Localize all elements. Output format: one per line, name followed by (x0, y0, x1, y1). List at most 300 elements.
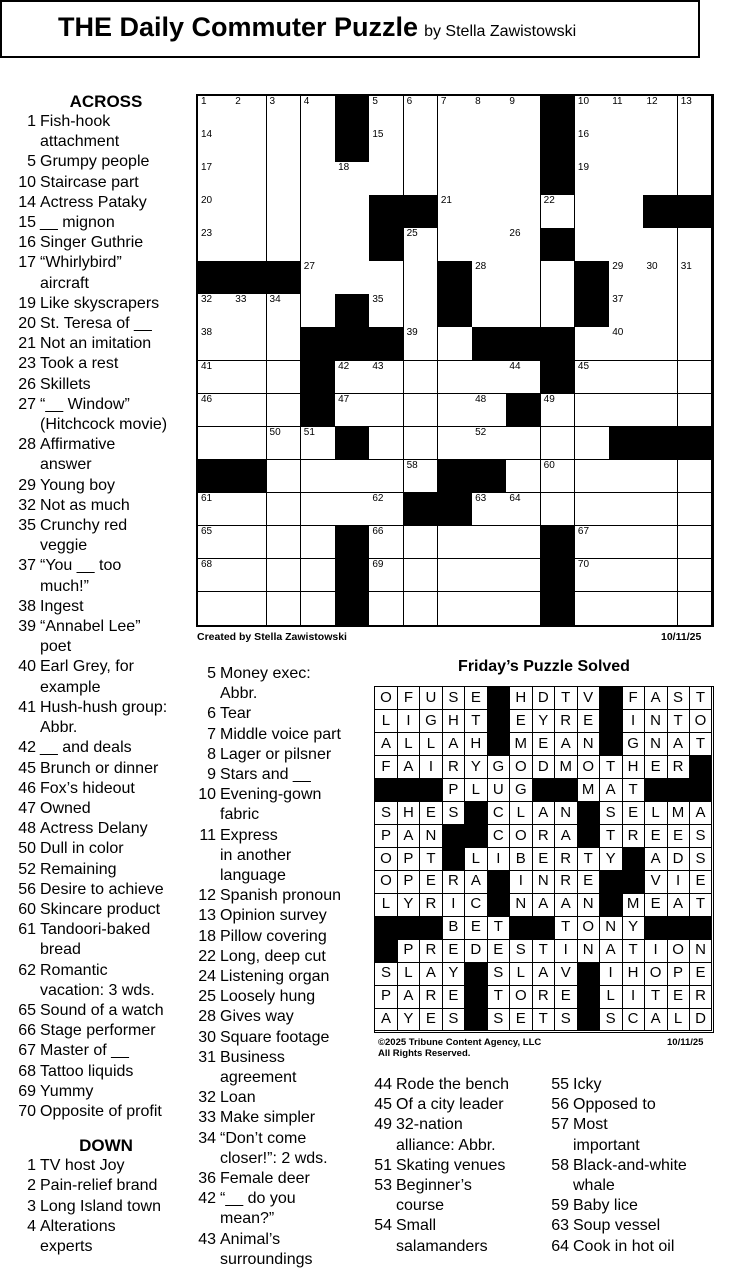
grid-cell[interactable] (472, 162, 507, 196)
grid-cell[interactable] (438, 361, 473, 395)
across-column (16, 92, 196, 1257)
grid-cell[interactable] (301, 195, 336, 229)
grid-cell[interactable] (678, 493, 713, 527)
clue-number: 21 (18, 335, 36, 353)
clue-item (16, 961, 196, 1001)
clue-text: Most (573, 1116, 608, 1134)
grid-cell[interactable] (506, 129, 541, 163)
solution-letter: T (487, 985, 510, 1008)
clue-item (372, 1115, 550, 1155)
grid-cell[interactable] (301, 526, 336, 560)
clue-text: TV host Joy (40, 1157, 125, 1175)
grid-cell[interactable] (541, 195, 576, 229)
black-square (335, 96, 370, 130)
grid-cell[interactable] (472, 427, 507, 461)
cell-number: 32 (201, 294, 213, 306)
black-square (198, 261, 233, 295)
grid-cell[interactable] (301, 228, 336, 262)
grid-cell[interactable] (609, 394, 644, 428)
solution-letter: H (442, 710, 465, 733)
grid-cell[interactable] (609, 261, 644, 295)
grid-cell[interactable] (506, 261, 541, 295)
clue-text: __ mignon (40, 214, 115, 232)
grid-cell[interactable] (643, 162, 678, 196)
grid-cell[interactable] (643, 261, 678, 295)
solution-black-square (420, 916, 443, 939)
grid-cell[interactable] (404, 526, 439, 560)
grid-cell[interactable] (232, 493, 267, 527)
grid-cell[interactable] (643, 228, 678, 262)
grid-cell[interactable] (472, 261, 507, 295)
clue-number: 12 (198, 887, 216, 905)
grid-cell[interactable] (198, 294, 233, 328)
grid-cell[interactable] (301, 162, 336, 196)
grid-cell[interactable] (678, 361, 713, 395)
clue-item (16, 759, 196, 779)
grid-cell[interactable] (267, 195, 302, 229)
grid-cell[interactable] (609, 96, 644, 130)
grid-cell[interactable] (267, 427, 302, 461)
grid-cell[interactable] (198, 526, 233, 560)
grid-cell[interactable] (301, 96, 336, 130)
grid-cell[interactable] (198, 162, 233, 196)
cell-number: 18 (338, 162, 350, 174)
grid-cell[interactable] (438, 394, 473, 428)
grid-cell[interactable] (609, 493, 644, 527)
grid-cell[interactable] (678, 228, 713, 262)
grid-cell[interactable] (575, 493, 610, 527)
cell-number: 70 (577, 558, 590, 570)
clue-number: 64 (551, 1237, 569, 1255)
grid-cell[interactable] (609, 228, 644, 262)
grid-cell[interactable] (335, 228, 370, 262)
grid-cell[interactable] (335, 361, 370, 395)
grid-cell[interactable] (506, 526, 541, 560)
grid-cell[interactable] (198, 96, 233, 130)
clue-item (16, 395, 196, 435)
black-square (335, 559, 370, 593)
grid-cell[interactable] (369, 162, 404, 196)
grid-cell[interactable] (643, 327, 678, 361)
solution-letter: L (397, 733, 420, 756)
clue-number: 57 (551, 1116, 569, 1134)
grid-cell[interactable] (369, 592, 404, 626)
clue-text: Tattoo liquids (40, 1062, 134, 1080)
solution-letter: R (555, 870, 578, 893)
grid-cell[interactable] (369, 361, 404, 395)
grid-cell[interactable] (438, 129, 473, 163)
grid-cell[interactable] (404, 294, 439, 328)
grid-cell[interactable] (472, 559, 507, 593)
grid-cell[interactable] (609, 559, 644, 593)
grid-cell[interactable] (678, 162, 713, 196)
clue-item (16, 253, 196, 293)
grid-cell[interactable] (438, 327, 473, 361)
grid-cell[interactable] (301, 460, 336, 494)
grid-cell[interactable] (404, 327, 439, 361)
clue-text: Like skyscrapers (40, 294, 160, 312)
grid-cell[interactable] (472, 592, 507, 626)
grid-cell[interactable] (198, 394, 233, 428)
grid-cell[interactable] (472, 129, 507, 163)
solution-letter: S (375, 962, 398, 985)
clue-item (372, 1095, 550, 1115)
solution-letter: N (555, 802, 578, 825)
grid-cell[interactable] (575, 460, 610, 494)
grid-cell[interactable] (301, 129, 336, 163)
grid-cell[interactable] (404, 228, 439, 262)
grid-cell[interactable] (232, 162, 267, 196)
grid-cell[interactable] (506, 96, 541, 130)
grid-cell[interactable] (575, 394, 610, 428)
grid-cell[interactable] (438, 592, 473, 626)
solution-letter: R (532, 985, 555, 1008)
grid-cell[interactable] (575, 427, 610, 461)
grid-cell[interactable] (678, 460, 713, 494)
grid-cell[interactable] (541, 493, 576, 527)
cell-number: 56 (201, 459, 213, 471)
grid-cell[interactable] (438, 96, 473, 130)
grid-cell[interactable] (232, 592, 267, 626)
grid-cell[interactable] (335, 460, 370, 494)
grid-cell[interactable] (267, 559, 302, 593)
grid-cell[interactable] (335, 261, 370, 295)
clue-text: Not as much (40, 496, 130, 514)
solution-black-square (577, 802, 600, 825)
grid-cell[interactable] (609, 294, 644, 328)
grid-cell[interactable] (472, 228, 507, 262)
clue-item (196, 704, 371, 724)
grid-cell[interactable] (198, 559, 233, 593)
grid-cell[interactable] (198, 195, 233, 229)
grid-cell[interactable] (609, 361, 644, 395)
grid-cell[interactable] (301, 559, 336, 593)
clue-number: 7 (207, 725, 216, 743)
grid-cell[interactable] (472, 195, 507, 229)
grid-cell[interactable] (438, 559, 473, 593)
solution-letter: R (420, 939, 443, 962)
solution-black-square (487, 710, 510, 733)
clue-text: __ and deals (40, 739, 132, 757)
solution-letter: P (397, 848, 420, 871)
grid-cell[interactable] (369, 261, 404, 295)
solution-letter: E (577, 870, 600, 893)
grid-cell[interactable] (541, 427, 576, 461)
grid-cell[interactable] (404, 361, 439, 395)
grid-cell[interactable] (267, 96, 302, 130)
grid-cell[interactable] (506, 361, 541, 395)
grid-cell[interactable] (678, 327, 713, 361)
grid-cell[interactable] (369, 526, 404, 560)
grid-cell[interactable] (472, 361, 507, 395)
grid-cell[interactable] (643, 294, 678, 328)
cell-number: 22 (543, 195, 555, 207)
grid-cell[interactable] (335, 162, 370, 196)
clue-item (16, 698, 196, 738)
black-square (678, 195, 713, 229)
clue-number: 9 (207, 766, 216, 784)
grid-cell[interactable] (404, 592, 439, 626)
grid-cell[interactable] (609, 129, 644, 163)
grid-cell[interactable] (472, 394, 507, 428)
grid-cell[interactable] (198, 493, 233, 527)
grid-cell[interactable] (198, 427, 233, 461)
solution-black-square (690, 779, 713, 802)
clue-text: Fox’s hideout (40, 779, 135, 797)
grid-cell[interactable] (438, 162, 473, 196)
grid-cell[interactable] (267, 228, 302, 262)
grid-cell[interactable] (301, 493, 336, 527)
grid-cell[interactable] (267, 592, 302, 626)
grid-cell[interactable] (472, 493, 507, 527)
grid-cell[interactable] (678, 394, 713, 428)
clue-item (372, 1156, 550, 1176)
grid-cell[interactable] (404, 559, 439, 593)
grid-cell[interactable] (541, 460, 576, 494)
grid-cell[interactable] (301, 427, 336, 461)
grid-cell[interactable] (609, 460, 644, 494)
grid-cell[interactable] (232, 129, 267, 163)
grid-cell[interactable] (232, 96, 267, 130)
solution-letter: N (645, 710, 668, 733)
grid-cell[interactable] (541, 261, 576, 295)
grid-cell[interactable] (678, 592, 713, 626)
grid-cell[interactable] (678, 526, 713, 560)
clue-text: experts (40, 1237, 93, 1255)
grid-cell[interactable] (335, 493, 370, 527)
grid-cell[interactable] (267, 294, 302, 328)
grid-cell[interactable] (267, 361, 302, 395)
grid-cell[interactable] (404, 96, 439, 130)
solution-letter: T (532, 939, 555, 962)
grid-cell[interactable] (232, 427, 267, 461)
grid-cell[interactable] (438, 427, 473, 461)
solution-letter: I (397, 710, 420, 733)
grid-cell[interactable] (267, 162, 302, 196)
grid-cell[interactable] (678, 96, 713, 130)
grid-cell[interactable] (643, 129, 678, 163)
clue-number: 50 (18, 840, 36, 858)
grid-cell[interactable] (506, 162, 541, 196)
grid-cell[interactable] (369, 394, 404, 428)
grid-cell[interactable] (541, 394, 576, 428)
grid-cell[interactable] (575, 195, 610, 229)
solution-letter: T (555, 687, 578, 710)
grid-cell[interactable] (575, 592, 610, 626)
grid-cell[interactable] (198, 592, 233, 626)
cell-number: 35 (372, 294, 384, 306)
clue-text: Actress Pataky (40, 193, 147, 211)
grid-cell[interactable] (404, 394, 439, 428)
cell-number: 15 (372, 129, 384, 141)
grid-cell[interactable] (404, 427, 439, 461)
grid-cell[interactable] (438, 526, 473, 560)
clue-item (16, 920, 196, 960)
solution-letter: H (465, 733, 488, 756)
solution-letter: O (667, 939, 690, 962)
grid-cell[interactable] (506, 427, 541, 461)
clue-item (196, 967, 371, 987)
grid-cell[interactable] (301, 592, 336, 626)
grid-cell[interactable] (267, 526, 302, 560)
grid-cell[interactable] (506, 559, 541, 593)
grid-cell[interactable] (369, 493, 404, 527)
solution-letter: E (690, 962, 713, 985)
clue-item (196, 1028, 371, 1048)
grid-cell[interactable] (506, 195, 541, 229)
clue-number: 14 (18, 193, 36, 211)
grid-cell[interactable] (678, 261, 713, 295)
grid-cell[interactable] (472, 294, 507, 328)
grid-cell[interactable] (678, 559, 713, 593)
grid-cell[interactable] (506, 493, 541, 527)
grid-cell[interactable] (232, 294, 267, 328)
grid-cell[interactable] (369, 96, 404, 130)
solution-letter: S (487, 1008, 510, 1031)
grid-cell[interactable] (609, 327, 644, 361)
grid-cell[interactable] (472, 96, 507, 130)
clue-text: Tear (220, 705, 252, 723)
grid-cell[interactable] (404, 460, 439, 494)
grid-cell[interactable] (301, 294, 336, 328)
grid-cell[interactable] (335, 394, 370, 428)
clue-number: 22 (198, 947, 216, 965)
clue-number: 30 (198, 1028, 216, 1046)
cell-number: 66 (372, 525, 384, 537)
grid-cell[interactable] (369, 427, 404, 461)
solution-letter: P (397, 939, 420, 962)
solution-black-square (622, 870, 645, 893)
grid-cell[interactable] (232, 195, 267, 229)
solution-letter: L (667, 1008, 690, 1031)
grid-cell[interactable] (506, 592, 541, 626)
clue-number: 55 (551, 1076, 569, 1093)
grid-cell[interactable] (506, 228, 541, 262)
grid-cell[interactable] (369, 559, 404, 593)
grid-cell[interactable] (438, 195, 473, 229)
grid-cell[interactable] (472, 526, 507, 560)
grid-cell[interactable] (267, 460, 302, 494)
grid-cell[interactable] (404, 162, 439, 196)
grid-cell[interactable] (232, 361, 267, 395)
solution-letter: B (510, 848, 533, 871)
solution-letter: E (645, 756, 668, 779)
grid-cell[interactable] (335, 195, 370, 229)
solution-letter: C (465, 893, 488, 916)
grid-cell[interactable] (643, 361, 678, 395)
solution-letter: E (645, 825, 668, 848)
grid-cell[interactable] (506, 460, 541, 494)
grid-cell[interactable] (609, 526, 644, 560)
grid-cell[interactable] (267, 493, 302, 527)
crossword-grid (196, 94, 714, 627)
grid-cell[interactable] (232, 559, 267, 593)
black-square (541, 96, 576, 130)
grid-cell[interactable] (575, 96, 610, 130)
grid-cell[interactable] (575, 526, 610, 560)
solution-grid (374, 686, 714, 1033)
grid-cell[interactable] (301, 261, 336, 295)
solution-letter: M (667, 802, 690, 825)
black-square (541, 559, 576, 593)
grid-cell[interactable] (575, 162, 610, 196)
cell-number: 11 (612, 96, 623, 107)
grid-cell[interactable] (609, 195, 644, 229)
grid-cell[interactable] (404, 261, 439, 295)
clue-text: 32-nation (396, 1116, 463, 1134)
grid-cell[interactable] (369, 460, 404, 494)
solution-black-square (667, 779, 690, 802)
grid-cell[interactable] (267, 129, 302, 163)
clue-item (16, 375, 196, 395)
grid-cell[interactable] (369, 294, 404, 328)
grid-cell[interactable] (575, 129, 610, 163)
clue-text: St. Teresa of __ (40, 315, 152, 333)
grid-cell[interactable] (267, 394, 302, 428)
grid-cell[interactable] (643, 592, 678, 626)
grid-cell[interactable] (404, 129, 439, 163)
rights-text: All Rights Reserved. (378, 1048, 471, 1059)
clue-item (549, 1216, 729, 1236)
grid-cell[interactable] (575, 228, 610, 262)
clue-item (16, 1082, 196, 1102)
grid-cell[interactable] (678, 294, 713, 328)
grid-cell[interactable] (438, 228, 473, 262)
cell-number: 53 (612, 426, 624, 438)
grid-cell[interactable] (643, 460, 678, 494)
grid-cell[interactable] (232, 228, 267, 262)
grid-cell[interactable] (198, 228, 233, 262)
grid-cell[interactable] (198, 361, 233, 395)
grid-cell[interactable] (609, 592, 644, 626)
grid-cell[interactable] (541, 294, 576, 328)
grid-cell[interactable] (643, 526, 678, 560)
grid-cell[interactable] (369, 129, 404, 163)
grid-cell[interactable] (198, 129, 233, 163)
solution-letter: N (645, 733, 668, 756)
grid-cell[interactable] (575, 327, 610, 361)
grid-cell[interactable] (198, 327, 233, 361)
grid-cell[interactable] (643, 493, 678, 527)
clue-item (16, 476, 196, 496)
black-square (438, 460, 473, 494)
solution-letter: N (577, 939, 600, 962)
clue-text: Owned (40, 799, 91, 817)
black-square (609, 427, 644, 461)
grid-cell[interactable] (575, 559, 610, 593)
grid-cell[interactable] (643, 96, 678, 130)
solution-letter: E (532, 848, 555, 871)
black-square (335, 592, 370, 626)
clue-text: Female deer (220, 1170, 310, 1188)
clue-item (196, 664, 371, 704)
solution-letter: I (622, 985, 645, 1008)
grid-cell[interactable] (678, 129, 713, 163)
grid-cell[interactable] (232, 327, 267, 361)
grid-cell[interactable] (643, 559, 678, 593)
cell-number: 26 (509, 228, 521, 240)
grid-cell[interactable] (267, 327, 302, 361)
solution-letter: E (622, 802, 645, 825)
clue-text: Long, deep cut (220, 947, 326, 965)
solution-date: 10/11/25 (667, 1037, 704, 1048)
grid-cell[interactable] (232, 526, 267, 560)
grid-cell[interactable] (232, 394, 267, 428)
grid-cell[interactable] (609, 162, 644, 196)
grid-cell[interactable] (643, 394, 678, 428)
grid-cell[interactable] (506, 294, 541, 328)
grid-cell[interactable] (575, 361, 610, 395)
